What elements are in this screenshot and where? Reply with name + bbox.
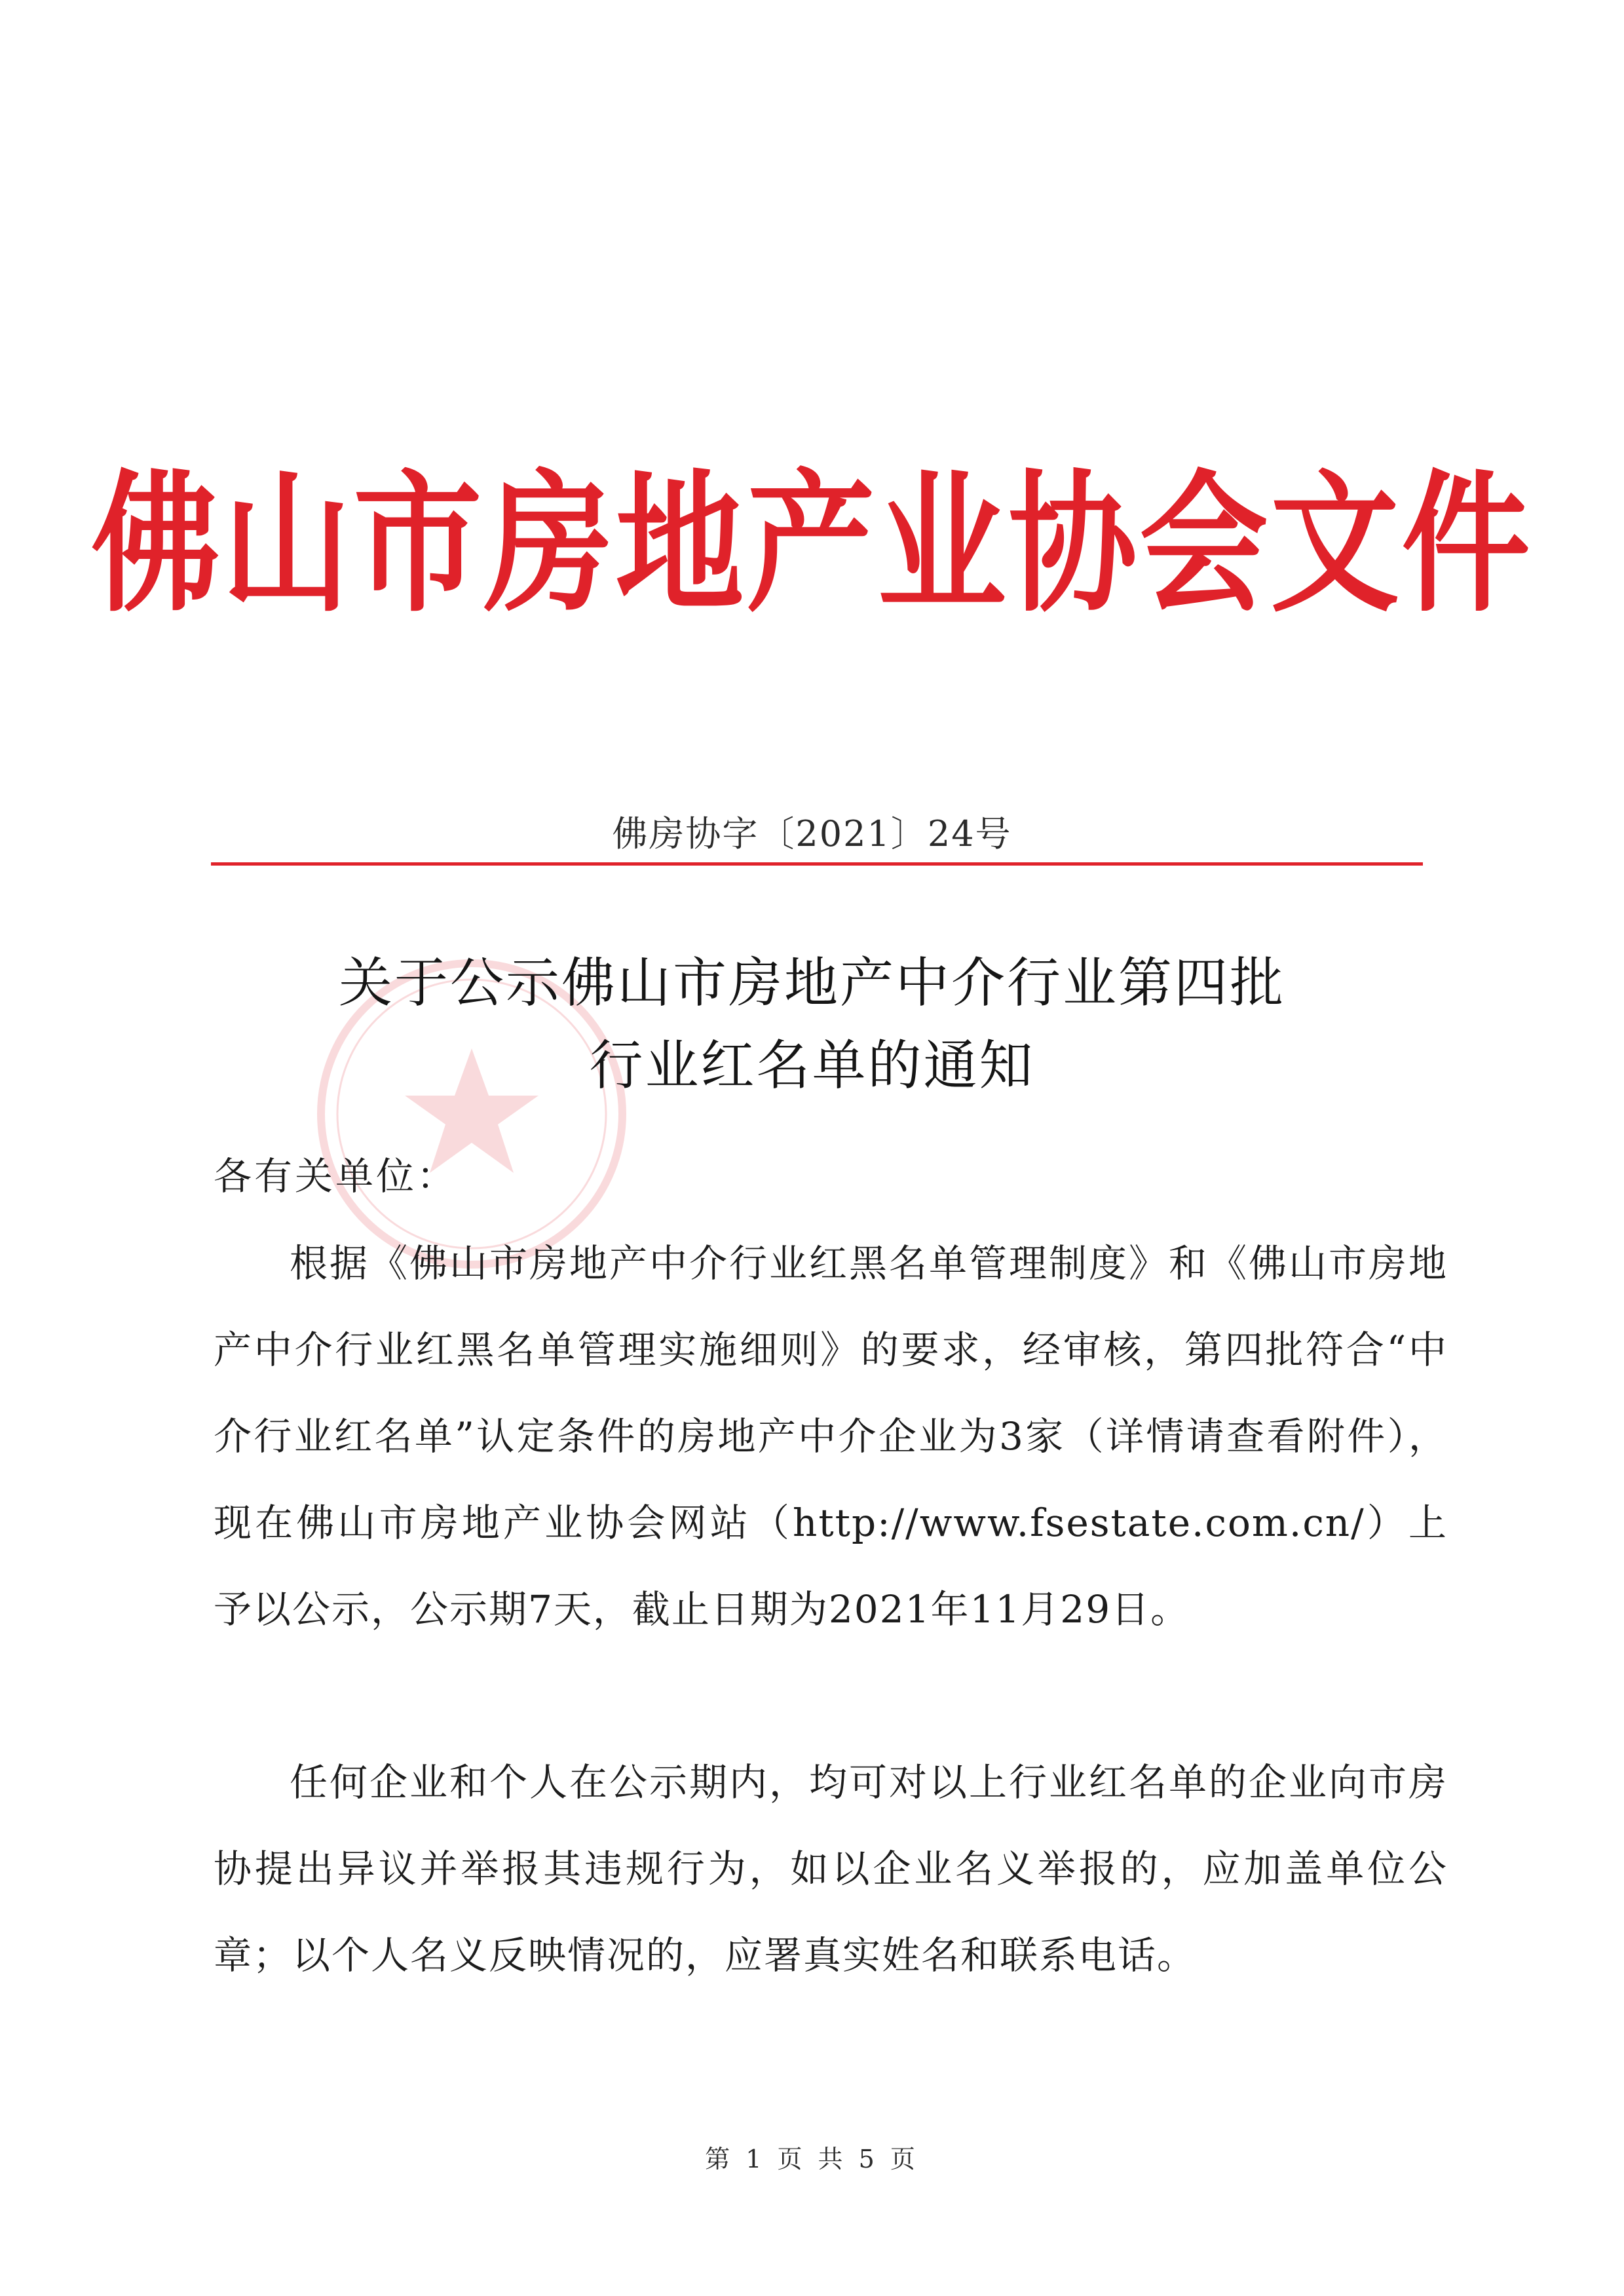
red-divider-line	[211, 862, 1423, 866]
page-number-footer: 第 1 页 共 5 页	[705, 2145, 919, 2173]
salutation: 各有关单位：	[214, 1154, 458, 1198]
notice-title-line-1: 关于公示佛山市房地产中介行业第四批	[338, 952, 1285, 1014]
notice-title	[0, 942, 1624, 1107]
body-paragraph-2: 任何企业和个人在公示期内，均可对以上行业红名单的企业向市房协提出异议并举报其违规行为，如以企业名义举报的，应加盖单位公章；以个人名义反映情况的，应署真实姓名和联系电话。	[214, 1760, 1448, 1978]
masthead-title: 佛山市房地产业协会文件	[91, 457, 1533, 634]
body-paragraph-1: 根据《佛山市房地产中介行业红黑名单管理制度》和《佛山市房地产中介行业红黑名单管理实施细则》的要求，经审核，第四批符合“中介行业红名单”认定条件的房地产中介企业为3家（详情请查看附件），现在佛山市房地产业协会网站（http://www.fsestate.com.cn/）上予以公示，公示期7天，截止日期为2021年11月29日。	[214, 1241, 1448, 1632]
notice-title-line-2: 行业红名单的通知	[589, 1035, 1035, 1097]
document-number: 佛房协字〔2021〕24号	[612, 813, 1012, 854]
